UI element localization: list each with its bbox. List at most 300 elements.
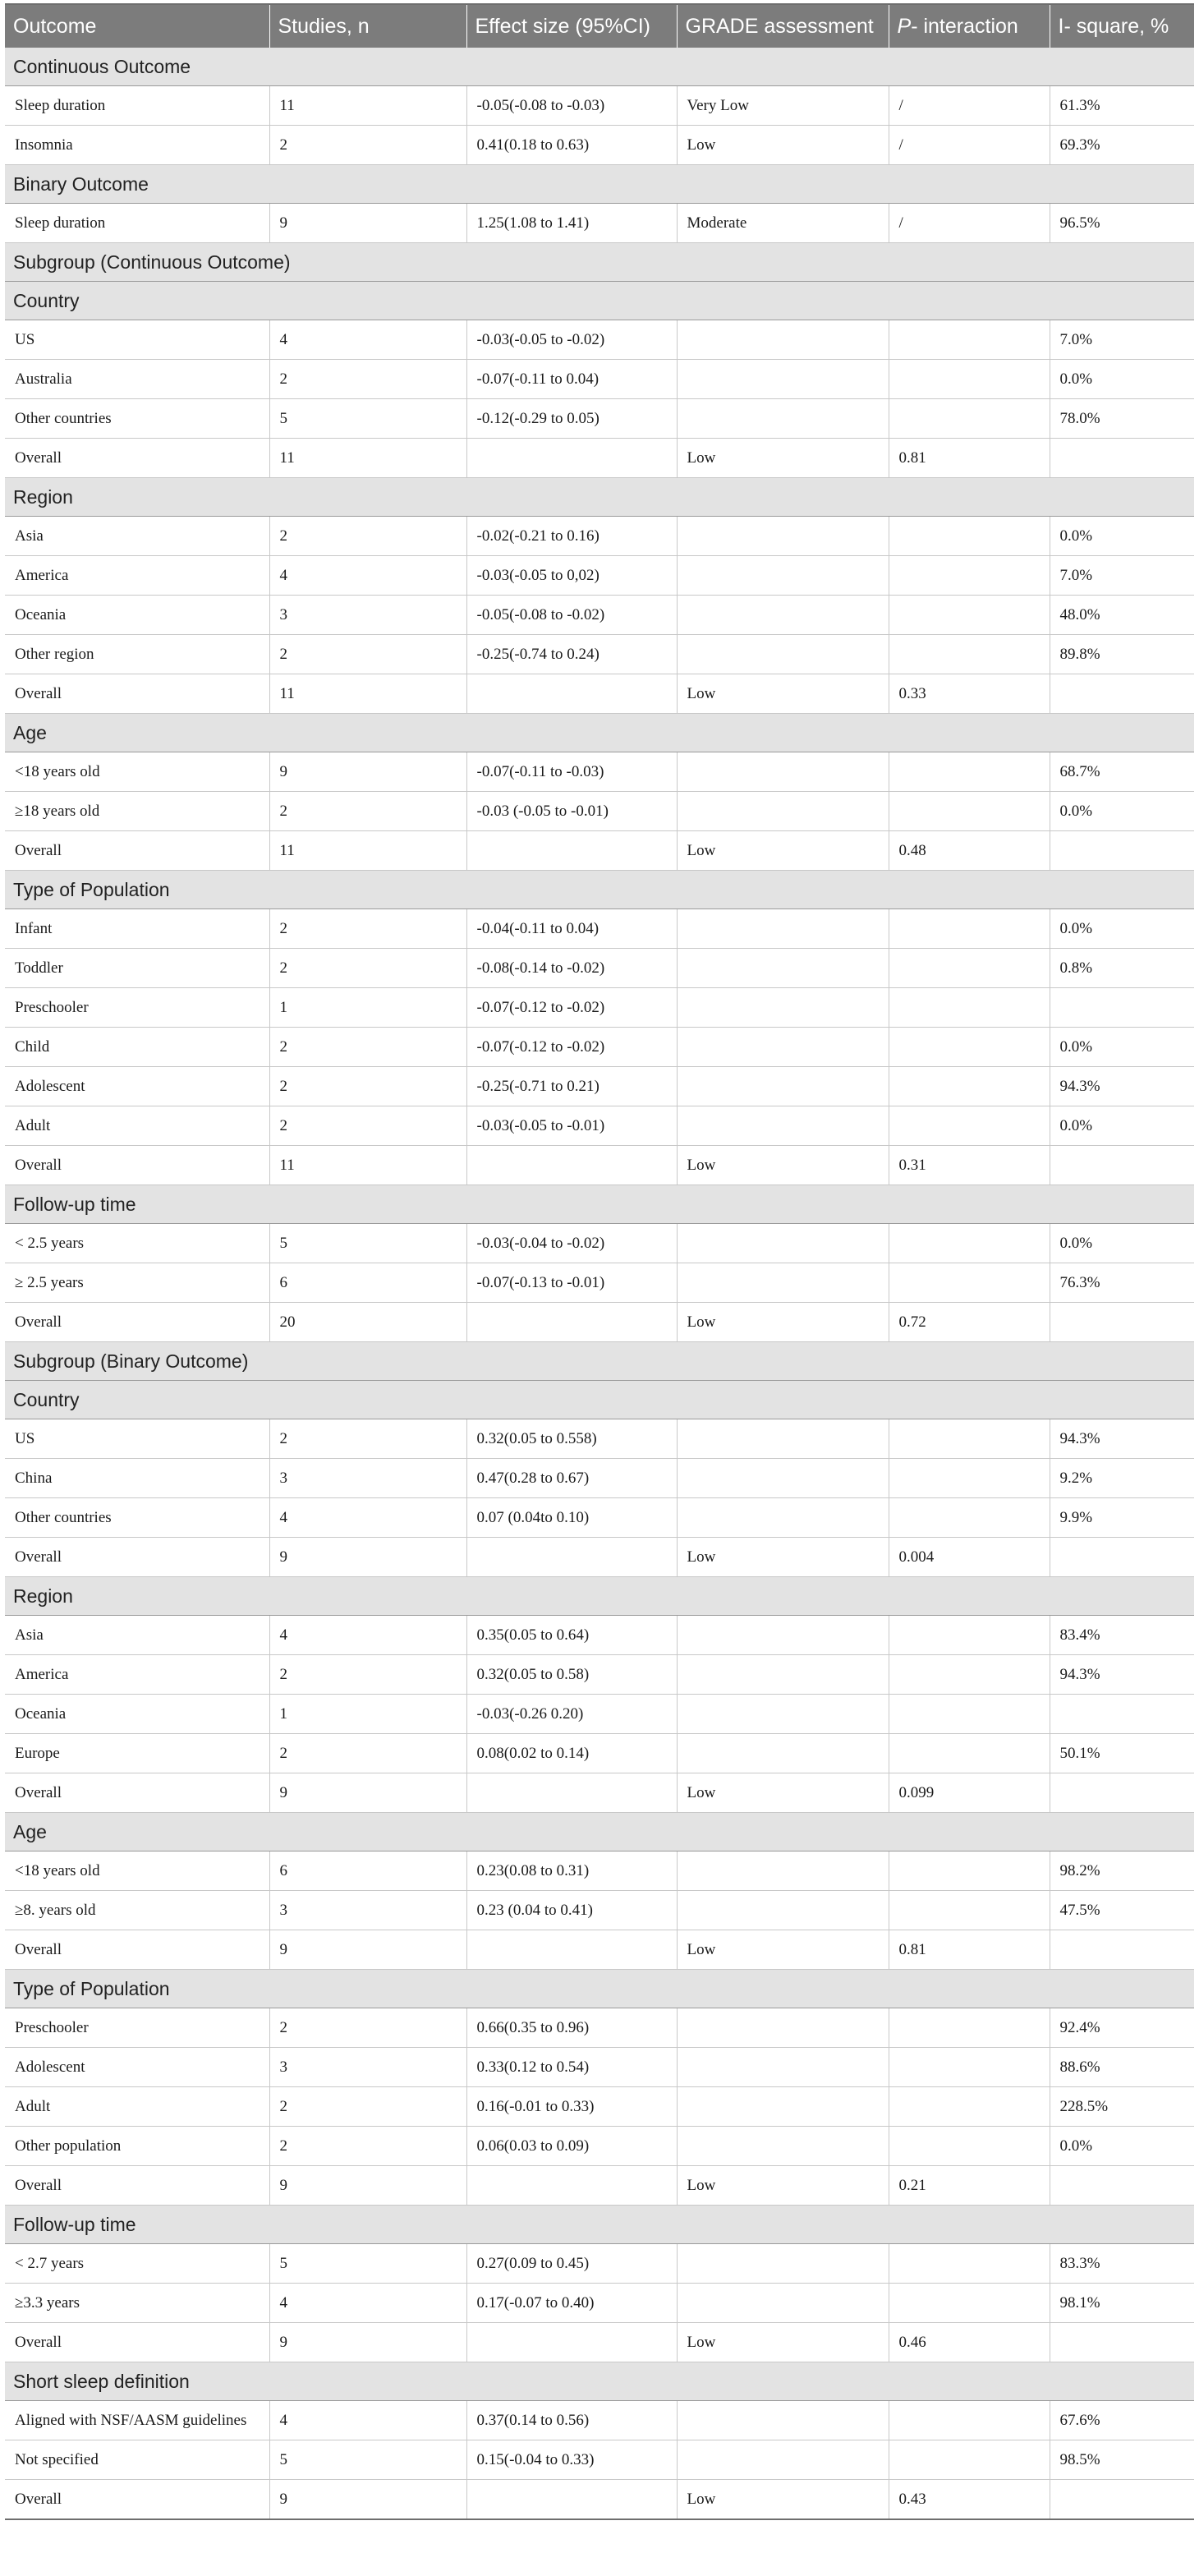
grade-cell (677, 1695, 889, 1734)
grade-cell: Low (677, 2323, 889, 2362)
p-interaction-cell (889, 909, 1050, 949)
section-label: Continuous Outcome (5, 48, 1194, 86)
p-interaction-cell (889, 2244, 1050, 2284)
outcome-cell: Aligned with NSF/AASM guidelines (5, 2401, 269, 2440)
p-interaction-cell (889, 1498, 1050, 1538)
header-p-rest: - interaction (911, 14, 1018, 38)
grade-cell (677, 1734, 889, 1773)
grade-cell (677, 320, 889, 360)
p-interaction-cell (889, 1891, 1050, 1930)
p-interaction-cell (889, 2048, 1050, 2087)
p-interaction-cell (889, 556, 1050, 596)
studies-cell: 2 (269, 517, 466, 556)
studies-cell: 4 (269, 320, 466, 360)
p-interaction-cell: 0.48 (889, 831, 1050, 871)
header-i-square: I- square, % (1050, 4, 1194, 48)
table-row (5, 556, 1194, 596)
p-interaction-cell (889, 1263, 1050, 1303)
header-outcome: Outcome (5, 4, 269, 48)
studies-cell: 2 (269, 635, 466, 674)
table-row (5, 2087, 1194, 2127)
table-row (5, 2127, 1194, 2166)
grade-cell: Moderate (677, 204, 889, 243)
p-interaction-cell (889, 1655, 1050, 1695)
p-interaction-cell (889, 2401, 1050, 2440)
studies-cell: 2 (269, 2127, 466, 2166)
studies-cell: 5 (269, 399, 466, 439)
section-header-row (5, 2362, 1194, 2401)
p-interaction-cell (889, 2127, 1050, 2166)
section-header-row (5, 1970, 1194, 2008)
i-square-cell: 0.0% (1050, 909, 1194, 949)
outcome-cell: Overall (5, 674, 269, 714)
grade-cell: Low (677, 126, 889, 165)
p-interaction-cell (889, 988, 1050, 1028)
studies-cell: 11 (269, 439, 466, 478)
grade-cell (677, 1459, 889, 1498)
studies-cell: 9 (269, 204, 466, 243)
table-row (5, 517, 1194, 556)
studies-cell: 11 (269, 1146, 466, 1185)
table-row (5, 1224, 1194, 1263)
grade-cell (677, 1419, 889, 1459)
effect-size-cell: -0.12(-0.29 to 0.05) (466, 399, 677, 439)
studies-cell: 4 (269, 1616, 466, 1655)
p-interaction-cell (889, 1616, 1050, 1655)
table-row (5, 86, 1194, 126)
studies-cell: 1 (269, 988, 466, 1028)
i-square-cell (1050, 1538, 1194, 1577)
studies-cell: 2 (269, 2008, 466, 2048)
grade-cell (677, 1224, 889, 1263)
i-square-cell: 0.0% (1050, 517, 1194, 556)
effect-size-cell (466, 1930, 677, 1970)
studies-cell: 2 (269, 1028, 466, 1067)
studies-cell: 9 (269, 1773, 466, 1813)
p-interaction-cell: 0.004 (889, 1538, 1050, 1577)
table-row (5, 1106, 1194, 1146)
i-square-cell (1050, 2166, 1194, 2206)
i-square-cell: 9.2% (1050, 1459, 1194, 1498)
effect-size-cell: -0.07(-0.11 to 0.04) (466, 360, 677, 399)
outcome-cell: Sleep duration (5, 86, 269, 126)
studies-cell: 20 (269, 1303, 466, 1342)
outcome-cell: ≥18 years old (5, 792, 269, 831)
outcome-cell: Insomnia (5, 126, 269, 165)
effect-size-cell (466, 439, 677, 478)
table-row (5, 2244, 1194, 2284)
outcome-cell: Adult (5, 1106, 269, 1146)
table-row (5, 2166, 1194, 2206)
i-square-cell (1050, 2480, 1194, 2520)
effect-size-cell: -0.07(-0.13 to -0.01) (466, 1263, 677, 1303)
section-label: Short sleep definition (5, 2362, 1194, 2401)
studies-cell: 9 (269, 2480, 466, 2520)
i-square-cell: 83.4% (1050, 1616, 1194, 1655)
grade-cell (677, 635, 889, 674)
p-interaction-cell (889, 1067, 1050, 1106)
effect-size-cell (466, 1146, 677, 1185)
grade-cell (677, 1067, 889, 1106)
i-square-cell: 47.5% (1050, 1891, 1194, 1930)
p-interaction-cell: 0.72 (889, 1303, 1050, 1342)
i-square-cell: 7.0% (1050, 556, 1194, 596)
outcome-cell: Not specified (5, 2440, 269, 2480)
outcome-cell: Oceania (5, 1695, 269, 1734)
outcome-cell: ≥3.3 years (5, 2284, 269, 2323)
outcome-cell: <18 years old (5, 752, 269, 792)
section-label: Follow-up time (5, 2206, 1194, 2244)
effect-size-cell (466, 1773, 677, 1813)
p-interaction-cell (889, 1852, 1050, 1891)
table-row (5, 949, 1194, 988)
effect-size-cell (466, 1538, 677, 1577)
outcome-cell: Sleep duration (5, 204, 269, 243)
p-interaction-cell (889, 2008, 1050, 2048)
i-square-cell: 89.8% (1050, 635, 1194, 674)
table-row (5, 1303, 1194, 1342)
effect-size-cell: -0.25(-0.71 to 0.21) (466, 1067, 677, 1106)
table-row (5, 1891, 1194, 1930)
i-square-cell: 68.7% (1050, 752, 1194, 792)
table-row (5, 792, 1194, 831)
grade-cell: Very Low (677, 86, 889, 126)
header-p-letter: P (897, 14, 912, 38)
effect-size-cell: 0.16(-0.01 to 0.33) (466, 2087, 677, 2127)
outcome-cell: <18 years old (5, 1852, 269, 1891)
outcome-cell: Other countries (5, 1498, 269, 1538)
p-interaction-cell (889, 792, 1050, 831)
table-row (5, 2440, 1194, 2480)
section-header-row (5, 48, 1194, 86)
i-square-cell: 0.0% (1050, 360, 1194, 399)
grade-cell: Low (677, 2166, 889, 2206)
table-header-row (5, 4, 1194, 48)
effect-size-cell: -0.03(-0.05 to -0.01) (466, 1106, 677, 1146)
p-interaction-cell (889, 949, 1050, 988)
effect-size-cell: 0.32(0.05 to 0.558) (466, 1419, 677, 1459)
results-table (5, 3, 1194, 2520)
outcome-cell: Preschooler (5, 2008, 269, 2048)
outcome-cell: Oceania (5, 596, 269, 635)
outcome-cell: Overall (5, 1773, 269, 1813)
i-square-cell (1050, 831, 1194, 871)
studies-cell: 2 (269, 126, 466, 165)
section-label: Subgroup (Continuous Outcome) (5, 243, 1194, 282)
grade-cell: Low (677, 1146, 889, 1185)
table-row (5, 1498, 1194, 1538)
i-square-cell: 78.0% (1050, 399, 1194, 439)
table-row (5, 320, 1194, 360)
studies-cell: 4 (269, 2284, 466, 2323)
grade-cell (677, 2087, 889, 2127)
p-interaction-cell: / (889, 126, 1050, 165)
effect-size-cell: -0.07(-0.12 to -0.02) (466, 988, 677, 1028)
studies-cell: 6 (269, 1852, 466, 1891)
outcome-cell: America (5, 556, 269, 596)
grade-cell (677, 2244, 889, 2284)
outcome-cell: < 2.5 years (5, 1224, 269, 1263)
outcome-cell: Asia (5, 1616, 269, 1655)
section-header-row (5, 2206, 1194, 2244)
outcome-cell: Asia (5, 517, 269, 556)
effect-size-cell (466, 1303, 677, 1342)
i-square-cell (1050, 1303, 1194, 1342)
outcome-cell: Other countries (5, 399, 269, 439)
p-interaction-cell (889, 320, 1050, 360)
outcome-cell: America (5, 1655, 269, 1695)
effect-size-cell: -0.03 (-0.05 to -0.01) (466, 792, 677, 831)
table-row (5, 1852, 1194, 1891)
grade-cell (677, 1498, 889, 1538)
i-square-cell (1050, 439, 1194, 478)
i-square-cell: 0.0% (1050, 792, 1194, 831)
section-header-row (5, 282, 1194, 320)
p-interaction-cell (889, 1419, 1050, 1459)
grade-cell (677, 1263, 889, 1303)
studies-cell: 9 (269, 2323, 466, 2362)
grade-cell: Low (677, 1538, 889, 1577)
table-row (5, 2323, 1194, 2362)
outcome-cell: Overall (5, 2480, 269, 2520)
effect-size-cell: 0.35(0.05 to 0.64) (466, 1616, 677, 1655)
effect-size-cell: -0.07(-0.12 to -0.02) (466, 1028, 677, 1067)
i-square-cell: 48.0% (1050, 596, 1194, 635)
section-header-row (5, 1185, 1194, 1224)
table-row (5, 752, 1194, 792)
grade-cell (677, 1655, 889, 1695)
effect-size-cell: -0.03(-0.26 0.20) (466, 1695, 677, 1734)
effect-size-cell: -0.05(-0.08 to -0.02) (466, 596, 677, 635)
i-square-cell: 98.2% (1050, 1852, 1194, 1891)
outcome-cell: China (5, 1459, 269, 1498)
effect-size-cell: 1.25(1.08 to 1.41) (466, 204, 677, 243)
table-row (5, 2401, 1194, 2440)
i-square-cell: 50.1% (1050, 1734, 1194, 1773)
studies-cell: 5 (269, 2440, 466, 2480)
outcome-cell: Overall (5, 1930, 269, 1970)
table-row (5, 1930, 1194, 1970)
studies-cell: 9 (269, 2166, 466, 2206)
i-square-cell: 98.5% (1050, 2440, 1194, 2480)
grade-cell (677, 517, 889, 556)
grade-cell (677, 2048, 889, 2087)
effect-size-cell: 0.23(0.08 to 0.31) (466, 1852, 677, 1891)
table-row (5, 360, 1194, 399)
outcome-cell: Overall (5, 2323, 269, 2362)
p-interaction-cell: / (889, 86, 1050, 126)
grade-cell: Low (677, 1930, 889, 1970)
i-square-cell: 0.8% (1050, 949, 1194, 988)
outcome-cell: Preschooler (5, 988, 269, 1028)
table-row (5, 2284, 1194, 2323)
grade-cell (677, 1891, 889, 1930)
studies-cell: 3 (269, 1891, 466, 1930)
grade-cell (677, 792, 889, 831)
studies-cell: 2 (269, 1419, 466, 1459)
section-label: Country (5, 282, 1194, 320)
effect-size-cell: 0.08(0.02 to 0.14) (466, 1734, 677, 1773)
grade-cell (677, 1028, 889, 1067)
effect-size-cell (466, 674, 677, 714)
p-interaction-cell (889, 2284, 1050, 2323)
section-label: Region (5, 1577, 1194, 1616)
studies-cell: 11 (269, 674, 466, 714)
i-square-cell (1050, 988, 1194, 1028)
i-square-cell: 228.5% (1050, 2087, 1194, 2127)
section-label: Binary Outcome (5, 165, 1194, 204)
p-interaction-cell: / (889, 204, 1050, 243)
table-row (5, 909, 1194, 949)
p-interaction-cell: 0.33 (889, 674, 1050, 714)
studies-cell: 2 (269, 792, 466, 831)
header-grade: GRADE assessment (677, 4, 889, 48)
studies-cell: 3 (269, 1459, 466, 1498)
i-square-cell (1050, 1146, 1194, 1185)
outcome-cell: Overall (5, 1146, 269, 1185)
table-row (5, 1773, 1194, 1813)
grade-cell: Low (677, 1773, 889, 1813)
effect-size-cell: 0.07 (0.04to 0.10) (466, 1498, 677, 1538)
table-row (5, 988, 1194, 1028)
table-row (5, 596, 1194, 635)
i-square-cell (1050, 1773, 1194, 1813)
table-row (5, 635, 1194, 674)
table-row (5, 204, 1194, 243)
table-row (5, 2480, 1194, 2520)
effect-size-cell: -0.04(-0.11 to 0.04) (466, 909, 677, 949)
table-row (5, 439, 1194, 478)
studies-cell: 2 (269, 2087, 466, 2127)
section-label: Subgroup (Binary Outcome) (5, 1342, 1194, 1381)
studies-cell: 11 (269, 86, 466, 126)
p-interaction-cell (889, 360, 1050, 399)
section-header-row (5, 871, 1194, 909)
outcome-cell: ≥ 2.5 years (5, 1263, 269, 1303)
studies-cell: 5 (269, 1224, 466, 1263)
outcome-cell: Other region (5, 635, 269, 674)
table-body (5, 48, 1194, 2519)
effect-size-cell (466, 2323, 677, 2362)
studies-cell: 3 (269, 596, 466, 635)
i-square-cell: 0.0% (1050, 2127, 1194, 2166)
p-interaction-cell: 0.43 (889, 2480, 1050, 2520)
table-row (5, 1734, 1194, 1773)
effect-size-cell (466, 831, 677, 871)
i-square-cell (1050, 2323, 1194, 2362)
p-interaction-cell (889, 1734, 1050, 1773)
studies-cell: 9 (269, 1930, 466, 1970)
p-interaction-cell (889, 399, 1050, 439)
p-interaction-cell (889, 517, 1050, 556)
i-square-cell (1050, 674, 1194, 714)
outcome-cell: Adult (5, 2087, 269, 2127)
header-p-interaction (889, 4, 1050, 48)
i-square-cell: 94.3% (1050, 1419, 1194, 1459)
p-interaction-cell (889, 2087, 1050, 2127)
effect-size-cell: -0.02(-0.21 to 0.16) (466, 517, 677, 556)
effect-size-cell: -0.03(-0.04 to -0.02) (466, 1224, 677, 1263)
grade-cell (677, 2127, 889, 2166)
i-square-cell: 94.3% (1050, 1655, 1194, 1695)
outcome-cell: Overall (5, 439, 269, 478)
studies-cell: 5 (269, 2244, 466, 2284)
p-interaction-cell: 0.81 (889, 439, 1050, 478)
i-square-cell: 0.0% (1050, 1028, 1194, 1067)
studies-cell: 2 (269, 360, 466, 399)
studies-cell: 2 (269, 1655, 466, 1695)
grade-cell (677, 1616, 889, 1655)
section-label: Region (5, 478, 1194, 517)
outcome-cell: Other population (5, 2127, 269, 2166)
i-square-cell: 7.0% (1050, 320, 1194, 360)
grade-cell (677, 2008, 889, 2048)
i-square-cell: 61.3% (1050, 86, 1194, 126)
effect-size-cell: 0.06(0.03 to 0.09) (466, 2127, 677, 2166)
effect-size-cell: -0.05(-0.08 to -0.03) (466, 86, 677, 126)
outcome-cell: US (5, 320, 269, 360)
section-header-row (5, 714, 1194, 752)
p-interaction-cell (889, 1695, 1050, 1734)
table-row (5, 674, 1194, 714)
table-row (5, 1067, 1194, 1106)
grade-cell (677, 752, 889, 792)
effect-size-cell: 0.32(0.05 to 0.58) (466, 1655, 677, 1695)
studies-cell: 9 (269, 752, 466, 792)
p-interaction-cell: 0.099 (889, 1773, 1050, 1813)
outcome-cell: Child (5, 1028, 269, 1067)
effect-size-cell: 0.66(0.35 to 0.96) (466, 2008, 677, 2048)
p-interaction-cell: 0.81 (889, 1930, 1050, 1970)
studies-cell: 4 (269, 556, 466, 596)
section-header-row (5, 243, 1194, 282)
grade-cell (677, 949, 889, 988)
effect-size-cell: 0.41(0.18 to 0.63) (466, 126, 677, 165)
effect-size-cell: 0.27(0.09 to 0.45) (466, 2244, 677, 2284)
outcome-cell: Adolescent (5, 2048, 269, 2087)
section-header-row (5, 1577, 1194, 1616)
section-header-row (5, 1381, 1194, 1419)
section-header-row (5, 165, 1194, 204)
effect-size-cell: -0.03(-0.05 to -0.02) (466, 320, 677, 360)
grade-cell (677, 556, 889, 596)
grade-cell (677, 909, 889, 949)
studies-cell: 2 (269, 1106, 466, 1146)
table-row (5, 1616, 1194, 1655)
table-row (5, 1538, 1194, 1577)
i-square-cell: 88.6% (1050, 2048, 1194, 2087)
studies-cell: 2 (269, 1734, 466, 1773)
studies-cell: 1 (269, 1695, 466, 1734)
effect-size-cell: -0.25(-0.74 to 0.24) (466, 635, 677, 674)
effect-size-cell: 0.47(0.28 to 0.67) (466, 1459, 677, 1498)
p-interaction-cell (889, 1028, 1050, 1067)
table-row (5, 1695, 1194, 1734)
effect-size-cell: -0.03(-0.05 to 0,02) (466, 556, 677, 596)
section-label: Country (5, 1381, 1194, 1419)
grade-cell (677, 2401, 889, 2440)
section-label: Type of Population (5, 871, 1194, 909)
table-row (5, 1419, 1194, 1459)
i-square-cell: 67.6% (1050, 2401, 1194, 2440)
outcome-cell: Australia (5, 360, 269, 399)
grade-cell (677, 360, 889, 399)
studies-cell: 11 (269, 831, 466, 871)
p-interaction-cell: 0.21 (889, 2166, 1050, 2206)
i-square-cell (1050, 1930, 1194, 1970)
i-square-cell: 0.0% (1050, 1106, 1194, 1146)
table-row (5, 1146, 1194, 1185)
